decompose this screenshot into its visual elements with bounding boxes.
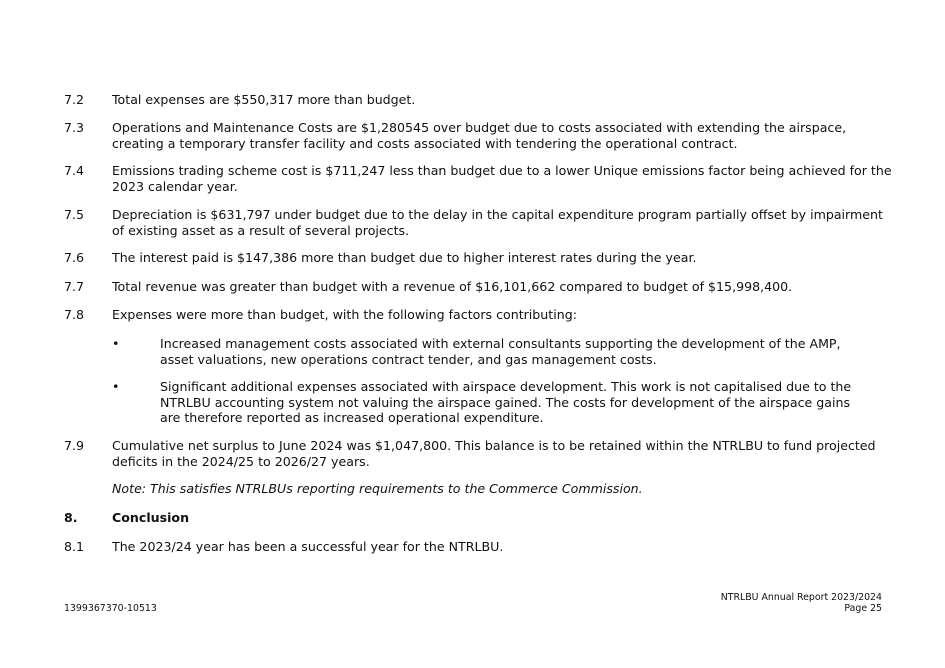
paragraph-text: Expenses were more than budget, with the following factors contributing: [112, 307, 577, 322]
section-title: Conclusion [112, 510, 190, 525]
paragraph-number: 7.7 [64, 279, 85, 294]
paragraph-number: 7.3 [64, 120, 85, 135]
bullet-symbol: • [112, 336, 120, 351]
bullet-text: Increased management costs associated with external consultants supporting the development of the AMP, asset valuations, new operations contract tender, and gas management costs. [160, 336, 841, 367]
paragraph-number: 7.6 [64, 250, 85, 265]
section-number: 8. [64, 510, 78, 525]
paragraph-number: 7.5 [64, 207, 85, 222]
paragraph-text: Operations and Maintenance Costs are $1,280545 over budget due to costs associated with extending the airspace, creating a temporary transfer facility and costs associated with tendering the operational contract. [112, 120, 847, 151]
paragraph-text: Total revenue was greater than budget with a revenue of $16,101,662 compared to budget of $15,998,400. [112, 279, 793, 294]
paragraph-text: The interest paid is $147,386 more than budget due to higher interest rates during the year. [112, 250, 697, 265]
paragraph-number: 7.4 [64, 163, 85, 178]
bullet-symbol: • [112, 379, 120, 394]
paragraph-number: 7.9 [64, 438, 85, 453]
page-number: Page 25 [844, 603, 882, 614]
paragraph-number: 7.8 [64, 307, 85, 322]
footer-info [721, 592, 882, 614]
paragraph-number: 7.2 [64, 92, 85, 107]
paragraph-text: Cumulative net surplus to June 2024 was $1,047,800. This balance is to be retained within the NTRLBU to fund projected deficits in the 2024/25 to 2026/27 years. [112, 438, 876, 469]
paragraph-text: Total expenses are $550,317 more than budget. [112, 92, 416, 107]
paragraph-text: Depreciation is $631,797 under budget due to the delay in the capital expenditure program partially offset by impairment of existing asset as a result of several projects. [112, 207, 883, 238]
note-text: Note: This satisfies NTRLBUs reporting requirements to the Commerce Commission. [112, 481, 643, 496]
paragraph-number: 8.1 [64, 539, 85, 554]
paragraph-text: Emissions trading scheme cost is $711,247 less than budget due to a lower Unique emissions factor being achieved for the 2023 calendar year. [112, 163, 892, 194]
paragraph-text: The 2023/24 year has been a successful year for the NTRLBU. [112, 539, 504, 554]
report-title: NTRLBU Annual Report 2023/2024 [720, 592, 882, 603]
document-id: 1399367370-10513 [64, 603, 157, 614]
bullet-text: Significant additional expenses associated with airspace development. This work is not capitalised due to the NTRLBU accounting system not valuing the airspace gained. The costs for development of the airspace gains are therefore reported as increased operational expenditure. [160, 379, 852, 425]
